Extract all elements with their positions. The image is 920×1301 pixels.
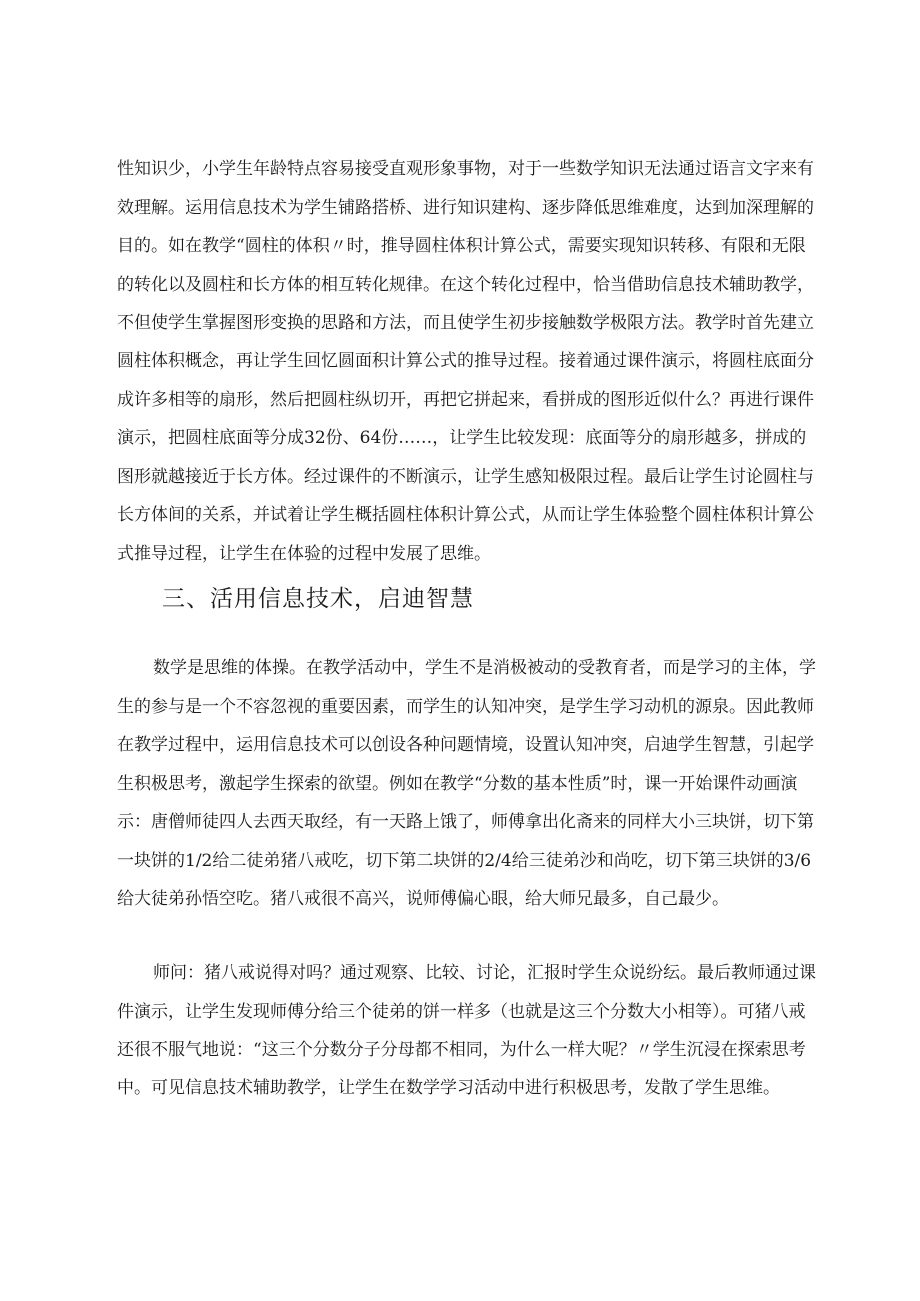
- paragraph-line: 示：唐僧师徒四人去西天取经，有一天路上饿了，师傅拿出化斋来的同样大小三块饼，切下第: [117, 812, 814, 832]
- paragraph-line: 一块饼的1/2给二徒弟猪八戒吃，切下第二块饼的2/4给三徒弟沙和尚吃，切下第三块饼的3/6: [117, 851, 812, 871]
- paragraph-line: 效理解。运用信息技术为学生铺路搭桥、进行知识建构、逐步降低思维难度，达到加深理解的: [117, 198, 814, 218]
- paragraph-line: 性知识少，小学生年龄特点容易接受直观形象事物，对于一些数学知识无法通过语言文字来有: [117, 159, 814, 179]
- paragraph-line: 在教学过程中，运用信息技术可以创设各种问题情境，设置认知冲突，启迪学生智慧，引起学: [117, 735, 814, 755]
- paragraph-line: 师问：猪八戒说得对吗？通过观察、比较、讨论，汇报时学生众说纷纭。最后教师通过课: [153, 963, 816, 983]
- paragraph-line: 生积极思考，激起学生探索的欲望。例如在教学“分数的基本性质”时，课一开始课件动画演: [117, 774, 798, 794]
- paragraph-line: 的转化以及圆柱和长方体的相互转化规律。在这个转化过程中，恰当借助信息技术辅助教学，: [117, 275, 814, 295]
- paragraph-line: 给大徒弟孙悟空吃。猪八戒很不高兴，说师傅偏心眼，给大师兄最多，自己最少。: [117, 889, 729, 909]
- paragraph-line: 中。可见信息技术辅助教学，让学生在数学学习活动中进行积极思考，发散了学生思维。: [117, 1078, 780, 1098]
- paragraph-line: 图形就越接近于长方体。经过课件的不断演示，让学生感知极限过程。最后让学生讨论圆柱与: [117, 467, 814, 487]
- paragraph-line: 圆柱体积概念，再让学生回忆圆面积计算公式的推导过程。接着通过课件演示，将圆柱底面分: [117, 351, 814, 371]
- paragraph-line: 还很不服气地说：“这三个分数分子分母都不相同，为什么一样大呢？〃学生沉浸在探索思考: [117, 1040, 806, 1060]
- paragraph-line: 演示，把圆柱底面等分成32份、64份……，让学生比较发现：底面等分的扇形越多，拼成的: [117, 428, 807, 448]
- paragraph-line: 件演示，让学生发现师傅分给三个徒弟的饼一样多（也就是这三个分数大小相等）。可猪八戒: [117, 1002, 806, 1022]
- paragraph-line: 成许多相等的扇形，然后把圆柱纵切开，再把它拼起来，看拼成的图形近似什么？再进行课件: [117, 390, 814, 410]
- paragraph-line: 式推导过程，让学生在体验的过程中发展了思维。: [117, 544, 491, 564]
- paragraph-line: 数学是思维的体操。在教学活动中，学生不是消极被动的受教育者，而是学习的主体，学: [153, 658, 816, 678]
- paragraph-line: 生的参与是一个不容忽视的重要因素，而学生的认知冲突，是学生学习动机的源泉。因此教师: [117, 697, 814, 717]
- section-heading: 三、活用信息技术，启迪智慧: [162, 586, 474, 612]
- paragraph-line: 长方体间的关系，并试着让学生概括圆柱体积计算公式，从而让学生体验整个圆柱体积计算公: [117, 505, 814, 525]
- paragraph-line: 目的。如在教学“圆柱的体积〃时，推导圆柱体积计算公式，需要实现知识转移、有限和无限: [117, 236, 806, 256]
- paragraph-line: 不但使学生掌握图形变换的思路和方法，而且使学生初步接触数学极限方法。教学时首先建立: [117, 313, 814, 333]
